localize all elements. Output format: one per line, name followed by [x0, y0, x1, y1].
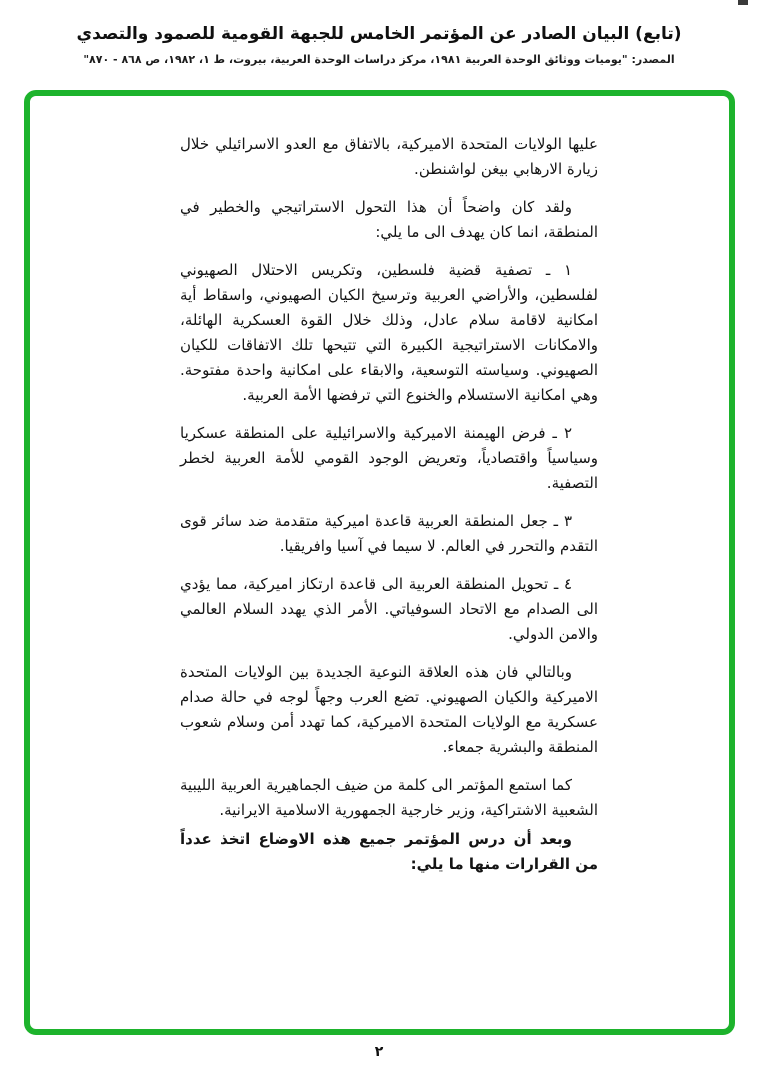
page-number: ٢	[374, 1044, 384, 1060]
numbered-item-3: ٣ ـ جعل المنطقة العربية قاعدة اميركية متقدمة ضد سائر قوى التقدم والتحرر في العالم. لا سيما في آسيا وافريقيا.	[180, 512, 598, 555]
document-header	[0, 24, 758, 66]
body-paragraph-intro: ولقد كان واضحاً أن هذا التحول الاستراتيجي والخطير في المنطقة، انما كان يهدف الى ما يلي:	[180, 198, 598, 241]
body-paragraph-continuation: عليها الولايات المتحدة الاميركية، بالاتفاق مع العدو الاسرائيلي خلال زيارة الارهابي بيغن لواشنطن.	[180, 135, 598, 178]
numbered-item-1: ١ ـ تصفية قضية فلسطين، وتكريس الاحتلال الصهيوني لفلسطين، والأراضي العربية وترسيخ الكيان الصهيوني، واسقاط أية امكانية لاقامة سلام عادل، وذلك خلال القوة العسكرية الهائلة، والامكانات الاستراتيجية الكبيرة التي تتيحها تلك الاتفاقات للكيان الصهيوني. وسياسته التوسعية، والابقاء على امكانية واحدة مفتوحة. وهي امكانية الاستسلام والخنوع التي ترفضها الأمة العربية.	[180, 261, 598, 404]
source-citation: المصدر: "يوميات ووثائق الوحدة العربية ١٩٨١، مركز دراسات الوحدة العربية، بيروت، ط ١، ١٩٨٢، ص ٨٦٨ - ٨٧٠"	[83, 53, 675, 66]
document-frame	[24, 90, 735, 1035]
scan-corner-artifact	[738, 0, 748, 5]
numbered-item-4: ٤ ـ تحويل المنطقة العربية الى قاعدة ارتكاز اميركية، مما يؤدي الى الصدام مع الاتحاد السوفياتي. الأمر الذي يهدد السلام العالمي والامن الدولي.	[180, 575, 598, 643]
document-body	[180, 132, 598, 890]
body-paragraph-decisions-lead: وبعد أن درس المؤتمر جميع هذه الاوضاع اتخذ عدداً من القرارات منها ما يلي:	[180, 830, 598, 873]
numbered-item-2: ٢ ـ فرض الهيمنة الاميركية والاسرائيلية على المنطقة عسكريا وسياسياً واقتصادياً، وتعريض الوجود القومي للأمة العربية لخطر التصفية.	[180, 424, 598, 492]
body-paragraph-consequence: وبالتالي فان هذه العلاقة النوعية الجديدة بين الولايات المتحدة الاميركية والكيان الصهيوني. تضع العرب وجهاً لوجه في حالة صدام عسكرية مع الولايات المتحدة الاميركية، كما تهدد أمن وسلام شعوب المنطقة والبشرية جمعاء.	[180, 663, 598, 756]
body-paragraph-guests: كما استمع المؤتمر الى كلمة من ضيف الجماهيرية العربية الليبية الشعبية الاشتراكية، وزير خارجية الجمهورية الاسلامية الايرانية.	[180, 776, 598, 819]
page-title: (تابع) البيان الصادر عن المؤتمر الخامس للجبهة القومية للصمود والتصدي	[76, 24, 682, 44]
